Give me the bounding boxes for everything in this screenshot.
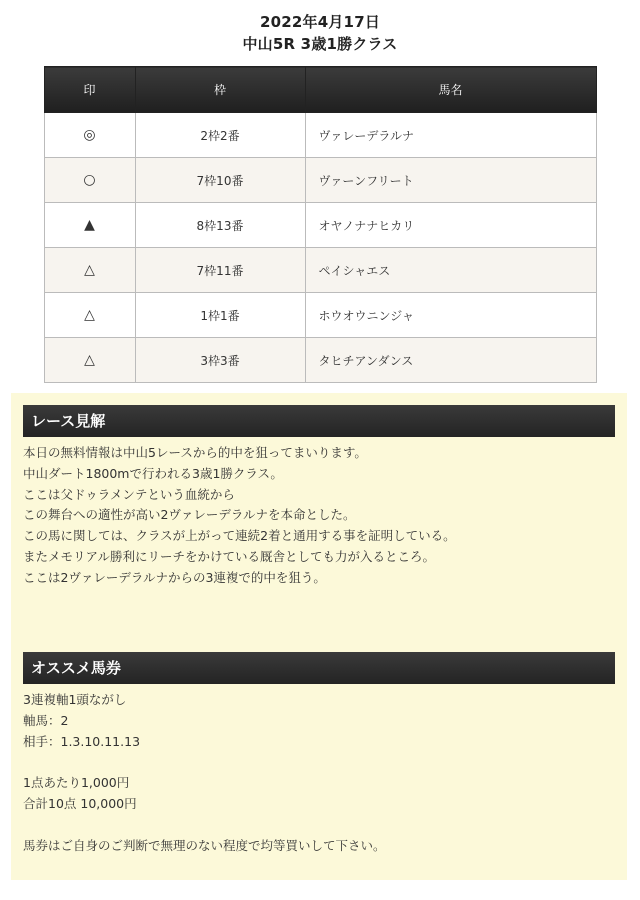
partner-horses: 相手：1.3.10.11.13 bbox=[23, 733, 141, 749]
horse-cell: ヴァレーデラルナ bbox=[305, 113, 596, 158]
spacer bbox=[23, 752, 615, 773]
analysis-body bbox=[23, 443, 615, 589]
race-analysis-section bbox=[11, 393, 627, 640]
header-horse: 馬名 bbox=[305, 67, 596, 113]
recommend-heading: オススメ馬券 bbox=[23, 652, 615, 684]
waku-cell: 3枠3番 bbox=[135, 338, 305, 383]
axis-horse: 軸馬：2 bbox=[23, 712, 69, 728]
per-point-amount: 1点あたり1,000円 bbox=[23, 775, 130, 791]
bet-type: 3連複軸1頭ながし bbox=[23, 692, 127, 707]
horse-cell: ヴァーンフリート bbox=[305, 158, 596, 203]
mark-cell: ▲ bbox=[44, 203, 135, 248]
analysis-line: この馬に関しては、クラスが上がって連続2着と通用する事を証明している。 bbox=[23, 528, 456, 544]
waku-cell: 7枠10番 bbox=[135, 158, 305, 203]
analysis-heading: レース見解 bbox=[23, 405, 615, 437]
horse-cell: オヤノナナヒカリ bbox=[305, 203, 596, 248]
table-row bbox=[44, 113, 596, 158]
total-amount: 合計10点 10,000円 bbox=[23, 795, 137, 811]
spacer bbox=[23, 815, 615, 836]
horse-cell: タヒチアンダンス bbox=[305, 338, 596, 383]
mark-cell: ○ bbox=[44, 158, 135, 203]
table-row bbox=[44, 248, 596, 293]
analysis-line: またメモリアル勝利にリーチをかけている厩舎としても力が入るところ。 bbox=[23, 548, 436, 564]
race-title: 中山5R 3歳1勝クラス bbox=[242, 35, 398, 53]
race-date: 2022年4月17日 bbox=[259, 13, 381, 31]
analysis-line: この舞台への適性が高い2ヴァレーデラルナを本命とした。 bbox=[23, 507, 356, 523]
table-row bbox=[44, 338, 596, 383]
bet-note: 馬券はご自身のご判断で無理のない程度で均等買いして下さい。 bbox=[23, 837, 386, 853]
table-row bbox=[44, 203, 596, 248]
waku-cell: 1枠1番 bbox=[135, 293, 305, 338]
table-row bbox=[44, 293, 596, 338]
analysis-line: 本日の無料情報は中山5レースから的中を狙ってまいります。 bbox=[23, 445, 367, 460]
prediction-table bbox=[44, 66, 597, 383]
table-header-row bbox=[44, 67, 596, 113]
analysis-line: ここは父ドゥラメンテという血統から bbox=[23, 486, 235, 502]
recommended-bet-section bbox=[11, 640, 627, 880]
recommend-body bbox=[23, 690, 615, 856]
header-mark: 印 bbox=[44, 67, 135, 113]
waku-cell: 7枠11番 bbox=[135, 248, 305, 293]
waku-cell: 2枠2番 bbox=[135, 113, 305, 158]
mark-cell: ◎ bbox=[44, 113, 135, 158]
page-header bbox=[0, 0, 640, 55]
table-row bbox=[44, 158, 596, 203]
horse-cell: ペイシャエス bbox=[305, 248, 596, 293]
mark-cell: △ bbox=[44, 293, 135, 338]
mark-cell: △ bbox=[44, 338, 135, 383]
mark-cell: △ bbox=[44, 248, 135, 293]
analysis-line: 中山ダート1800mで行われる3歳1勝クラス。 bbox=[23, 465, 283, 481]
horse-cell: ホウオウニンジャ bbox=[305, 293, 596, 338]
analysis-line: ここは2ヴァレーデラルナからの3連複で的中を狙う。 bbox=[23, 569, 326, 585]
waku-cell: 8枠13番 bbox=[135, 203, 305, 248]
header-waku: 枠 bbox=[135, 67, 305, 113]
